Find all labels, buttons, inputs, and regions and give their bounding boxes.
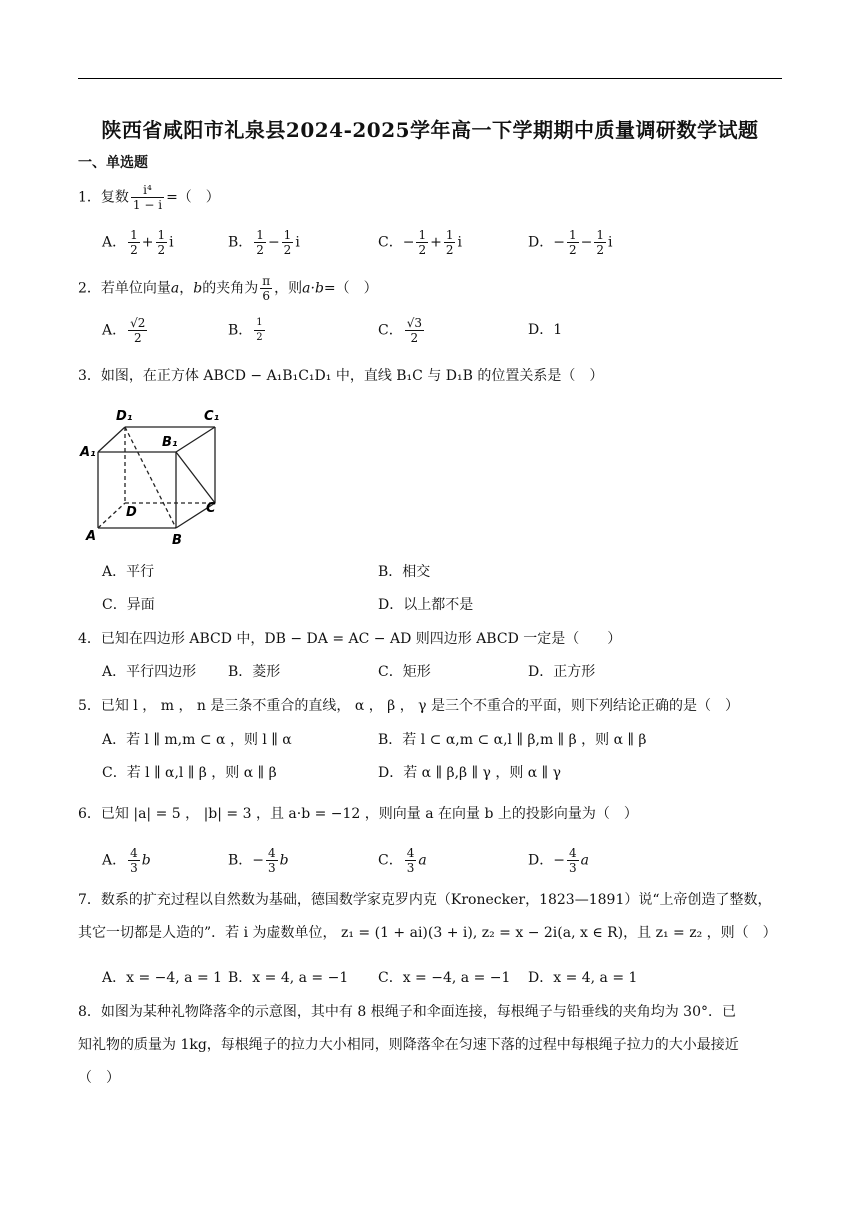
q2-opt-b-label: B．: [228, 322, 253, 339]
q8-line-1: 8．如图为某种礼物降落伞的示意图，其中有 8 根绳子和伞面连接，每根绳子与铅垂线的夹角均为 30°．已: [78, 1004, 736, 1020]
q1-option-a[interactable]: [102, 228, 174, 257]
q7-option-b[interactable]: B．x = 4, a = −1: [228, 970, 349, 986]
q2-opt-a-d: 2: [133, 331, 142, 345]
q2-then: ，则: [274, 280, 303, 297]
q1-opt-pre: −: [553, 234, 565, 251]
q1-option-c[interactable]: [378, 228, 462, 257]
q1-opt-label: B．: [228, 234, 253, 251]
q6-option-d[interactable]: [528, 846, 589, 875]
q6-opt-vec: b: [141, 852, 151, 869]
q6-option-c[interactable]: [378, 846, 427, 875]
q6-opt-vec: a: [418, 852, 427, 869]
q1-opt-an: 1: [130, 228, 138, 242]
q1-opt-suf: i: [607, 234, 613, 251]
cube-figure: [78, 400, 228, 550]
label-c1: C₁: [204, 409, 220, 424]
q1-opt-ad: 2: [568, 243, 577, 257]
q1-opt-bn: 1: [283, 228, 292, 242]
q2-opt-a-label: A．: [102, 322, 127, 339]
q1-option-d[interactable]: [528, 228, 612, 257]
q2-option-c[interactable]: [378, 316, 426, 345]
question-4: 4．已知在四边形 ABCD 中，DB − DA = AC − AD 则四边形 ABCD 一定是（ ）: [78, 631, 622, 647]
q1-opt-bd: 2: [157, 243, 166, 257]
q2-opt-b-d: 2: [256, 332, 263, 343]
q3-option-a[interactable]: A．平行: [102, 564, 155, 580]
q4-option-d[interactable]: D．正方形: [528, 664, 596, 680]
q4-option-b[interactable]: B．菱形: [228, 664, 281, 680]
q6-option-a[interactable]: [102, 846, 151, 875]
label-b1: B₁: [162, 435, 178, 450]
q8-line-2: 知礼物的质量为 1kg，每根绳子的拉力大小相同，则降落伞在匀速下落的过程中每根绳子拉力的大小最接近: [78, 1037, 739, 1053]
section-heading: 一、单选题: [78, 155, 148, 171]
header-rule: [78, 78, 782, 79]
label-c: C: [206, 501, 216, 516]
question-8: [78, 996, 784, 1095]
q2-lead: 2．若单位向量: [78, 280, 171, 297]
q1-opt-bd: 2: [283, 243, 292, 257]
label-a: A: [86, 529, 97, 544]
q3-option-c[interactable]: C．异面: [102, 597, 155, 613]
q1-opt-ad: 2: [130, 243, 138, 257]
q6-opt-n: 4: [568, 846, 577, 860]
q5-option-b[interactable]: B．若 l ⊂ α,m ⊂ α,l ∥ β,m ∥ β ，则 α ∥ β: [378, 732, 647, 748]
q7-option-c[interactable]: C．x = −4, a = −1: [378, 970, 511, 986]
q1-tail: =（ ）: [166, 189, 220, 206]
q6-option-b[interactable]: [228, 846, 289, 875]
q8-line-3: （ ）: [78, 1070, 120, 1086]
question-5: 5．已知 l ， m ， n 是三条不重合的直线， α ， β ， γ 是三个不重合的平面，则下列结论正确的是（ ）: [78, 698, 739, 714]
q2-option-d[interactable]: D．1: [528, 322, 563, 338]
q7-line-1: 7．数系的扩充过程以自然数为基础，德国数学家克罗内克（Kronecker，1823—1891）说“上帝创造了整数，: [78, 892, 772, 908]
q1-opt-bn: 1: [596, 228, 604, 242]
page-title: 陕西省咸阳市礼泉县2024-2025学年高一下学期期中质量调研数学试题: [101, 118, 759, 142]
q6-opt-d: 3: [568, 861, 577, 875]
q2-option-b[interactable]: [228, 316, 267, 345]
q1-opt-an: 1: [256, 228, 264, 242]
q6-opt-d: 3: [406, 861, 415, 875]
q2-opt-a-n: √2: [130, 316, 146, 330]
q2-opt-c-d: 2: [410, 331, 419, 345]
q3-option-d[interactable]: D．以上都不是: [378, 597, 474, 613]
q1-opt-ad: 2: [256, 243, 264, 257]
q2-vec-a: a: [170, 280, 180, 297]
q1-opt-bd: 2: [596, 243, 604, 257]
q3-option-b[interactable]: B．相交: [378, 564, 431, 580]
q1-opt-an: 1: [568, 228, 577, 242]
q7-option-a[interactable]: A．x = −4, a = 1: [102, 970, 223, 986]
q2-pi-d: 6: [262, 289, 271, 303]
q6-opt-pre: −: [553, 852, 565, 869]
label-d: D: [126, 505, 137, 520]
q6-opt-n: 4: [406, 846, 415, 860]
q7-option-d[interactable]: D．x = 4, a = 1: [528, 970, 638, 986]
q6-opt-n: 4: [130, 846, 138, 860]
q2-opt-c-n: √3: [406, 316, 422, 330]
q2-fraction: [260, 274, 272, 303]
q1-opt-ad: 2: [418, 243, 427, 257]
q7-line-2: 其它一切都是人造的”．若 i 为虚数单位， z₁ = (1 + ai)(3 + i), z₂ = x − 2i(a, x ∈ R)，且 z₁ = z₂ ，则（ ）: [78, 925, 777, 941]
question-3: 3．如图，在正方体 ABCD − A₁B₁C₁D₁ 中，直线 B₁C 与 D₁B 的位置关系是（ ）: [78, 368, 604, 384]
q1-opt-pre: −: [402, 234, 415, 251]
q6-opt-vec: a: [580, 852, 589, 869]
q2-pi-n: π: [262, 274, 271, 288]
q1-opt-label: A．: [102, 234, 127, 251]
q6-opt-n: 4: [268, 846, 276, 860]
q1-den: 1 − i: [132, 198, 163, 212]
q1-opt-bd: 2: [445, 243, 454, 257]
q1-opt-bn: 1: [445, 228, 454, 242]
q2-tail: =（ ）: [323, 280, 378, 297]
q5-option-a[interactable]: A．若 l ∥ m,m ⊂ α ，则 l ∥ α: [102, 732, 292, 748]
q6-opt-pre: −: [252, 852, 265, 869]
q1-option-b[interactable]: [228, 228, 300, 257]
q2-option-a[interactable]: [102, 316, 149, 345]
question-1: [78, 183, 220, 212]
q1-num: i⁴: [131, 183, 164, 198]
q6-opt-label: D．: [528, 852, 554, 869]
q1-opt-bn: 1: [157, 228, 166, 242]
q2-opt-c-label: C．: [378, 322, 403, 339]
q6-opt-vec: b: [279, 852, 289, 869]
q1-lead: 1．复数: [78, 189, 129, 206]
q4-option-c[interactable]: C．矩形: [378, 664, 431, 680]
label-d1: D₁: [116, 409, 133, 424]
question-6: 6．已知 |a| = 5 ， |b| = 3 ，且 a·b = −12 ，则向量 a 在向量 b 上的投影向量为（ ）: [78, 806, 638, 822]
q1-opt-op: −: [267, 234, 280, 251]
q2-opt-b-n: 1: [254, 316, 264, 331]
q1-opt-suf: i: [169, 234, 174, 251]
q1-fraction: [131, 183, 164, 212]
q1-opt-label: C．: [378, 234, 403, 251]
q6-opt-d: 3: [268, 861, 276, 875]
q1-opt-op: −: [580, 234, 593, 251]
q5-option-c[interactable]: C．若 l ∥ α,l ∥ β ，则 α ∥ β: [102, 765, 277, 781]
q2-dot: a·b: [302, 280, 324, 297]
q2-mid: 的夹角为: [202, 280, 259, 297]
q1-opt-label: D．: [528, 234, 554, 251]
q1-opt-op: +: [430, 234, 442, 251]
q1-opt-an: 1: [418, 228, 427, 242]
q1-opt-op: +: [141, 234, 154, 251]
q5-option-d[interactable]: D．若 α ∥ β,β ∥ γ ，则 α ∥ γ: [378, 765, 561, 781]
question-2: [78, 274, 378, 303]
q6-opt-label: C．: [378, 852, 403, 869]
q1-opt-suf: i: [457, 234, 462, 251]
label-a1: A₁: [80, 445, 96, 460]
q6-opt-label: A．: [102, 852, 127, 869]
question-7: [78, 884, 784, 950]
q1-opt-suf: i: [295, 234, 300, 251]
q4-option-a[interactable]: A．平行四边形: [102, 664, 197, 680]
q6-opt-label: B．: [228, 852, 253, 869]
q2-vec-b: b: [193, 280, 203, 297]
q2-sep: ，: [179, 280, 194, 297]
q6-opt-d: 3: [130, 861, 138, 875]
label-b: B: [172, 533, 182, 548]
